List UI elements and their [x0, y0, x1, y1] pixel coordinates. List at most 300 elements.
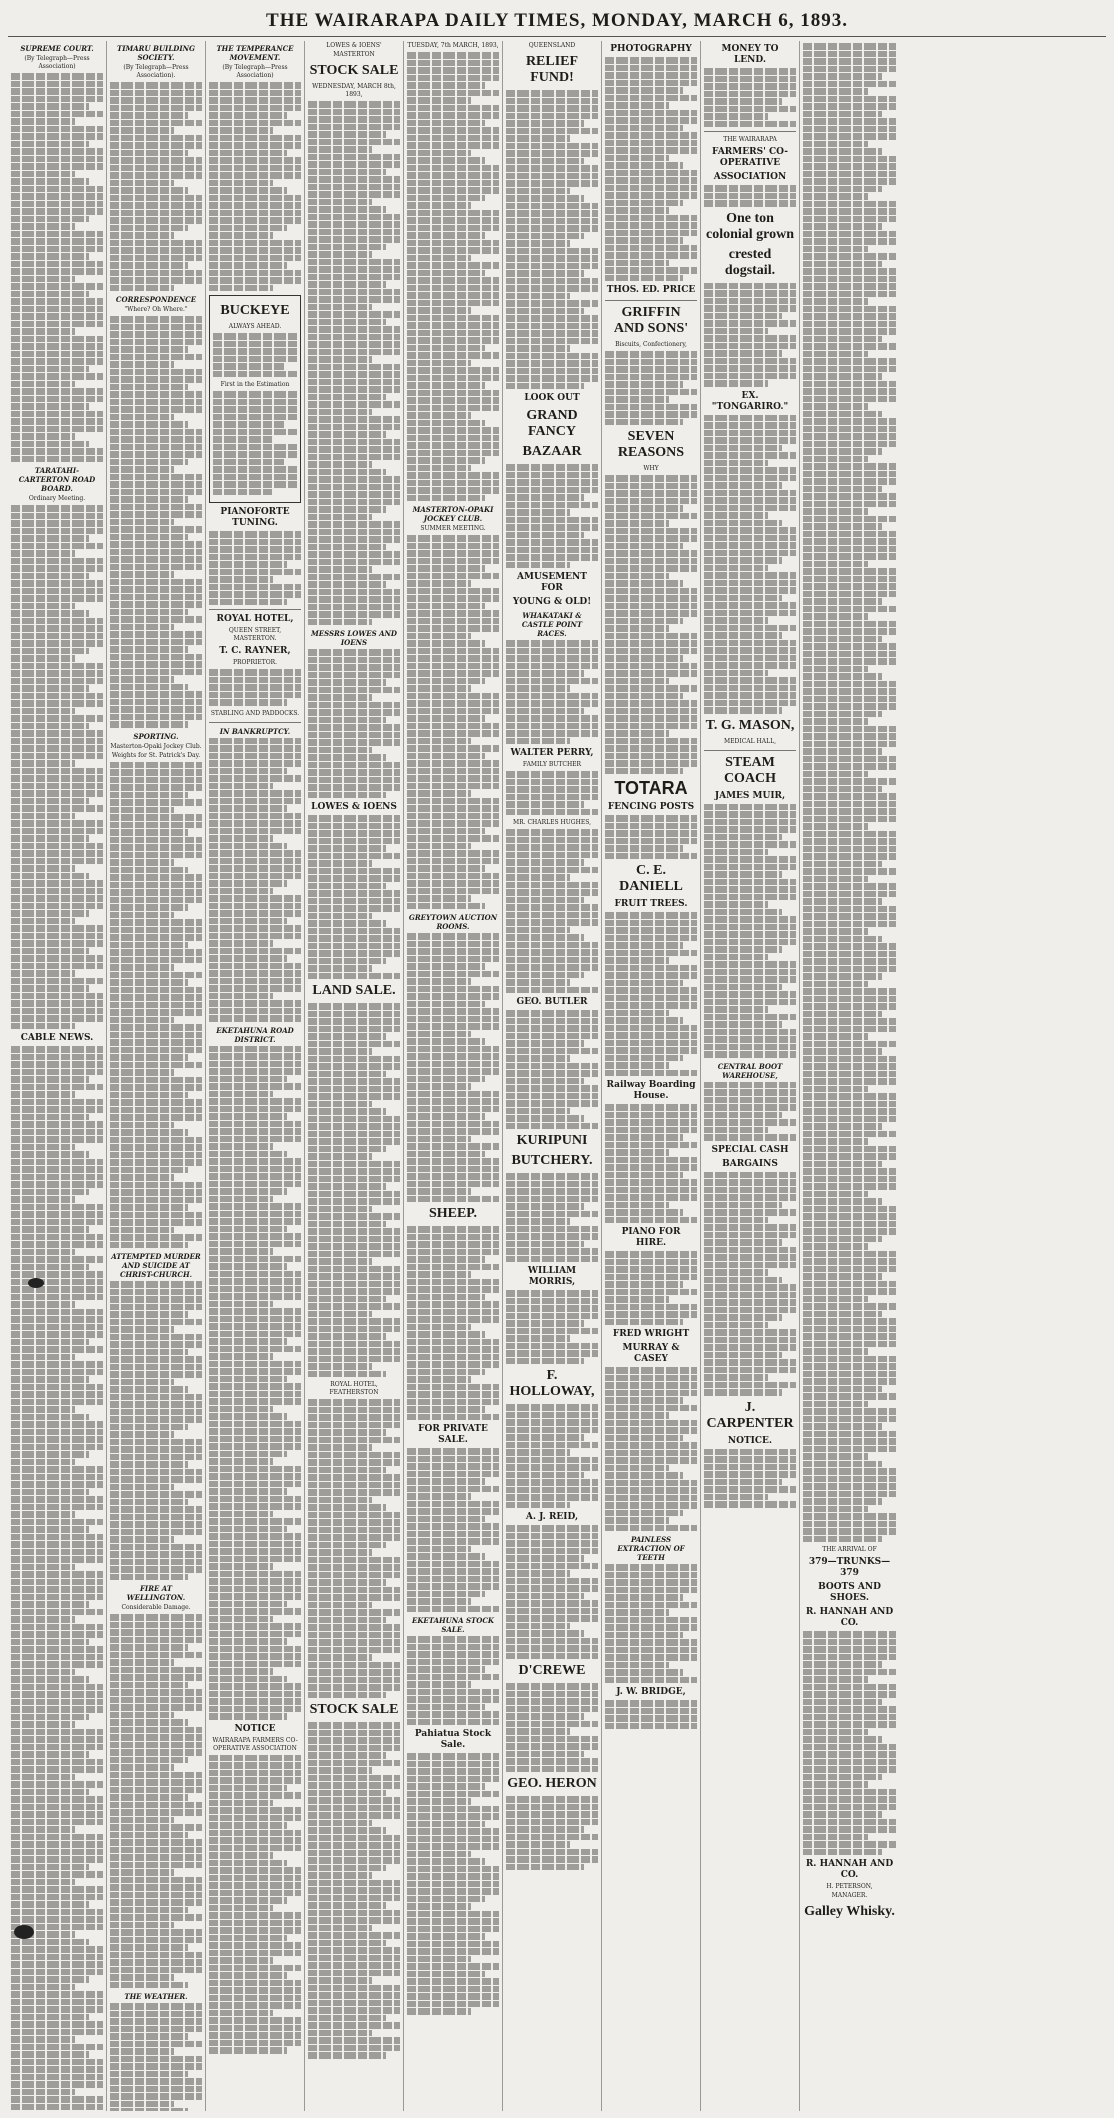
text-line [110, 2101, 174, 2108]
text-line [407, 798, 499, 805]
text-line [110, 354, 202, 361]
text-line [506, 1018, 598, 1025]
text-line [407, 1791, 499, 1798]
text-line [704, 692, 796, 699]
text-line [605, 102, 669, 109]
text-line [110, 777, 202, 784]
text-line [803, 1736, 882, 1743]
text-line [308, 619, 372, 626]
text-line [407, 1711, 499, 1718]
text-line [308, 664, 400, 671]
text-line [209, 1950, 301, 1957]
text-line [209, 858, 301, 865]
text-line [308, 409, 372, 416]
text-line [110, 676, 174, 683]
text-line [110, 142, 202, 149]
text-line [803, 1393, 896, 1400]
text-line [110, 1742, 202, 1749]
text-line [11, 1151, 89, 1158]
text-line [308, 1827, 386, 1834]
text-line [110, 994, 202, 1001]
text-line [605, 760, 697, 767]
text-line [209, 873, 301, 880]
text-line [407, 1376, 471, 1383]
text-line [308, 694, 372, 701]
text-line [308, 589, 400, 596]
text-line [704, 350, 782, 357]
text-line [209, 1143, 273, 1150]
text-line [209, 1361, 301, 1368]
text-line [605, 57, 697, 64]
text-line [407, 210, 499, 217]
text-line [213, 363, 284, 370]
text-line [110, 1204, 188, 1211]
sale-body [407, 52, 499, 501]
text-line [407, 307, 471, 314]
text-line [11, 925, 103, 932]
text-line [209, 232, 273, 239]
text-line [209, 1413, 287, 1420]
text-line [407, 405, 499, 412]
text-line [209, 1920, 301, 1927]
text-line [704, 490, 796, 497]
dogstail-heading: crested dogstail. [724, 246, 776, 278]
text-line [308, 1887, 400, 1894]
text-line [704, 283, 796, 290]
text-line [209, 2032, 301, 2039]
text-line [11, 1361, 103, 1368]
text-line [605, 1450, 697, 1457]
text-line [605, 230, 697, 237]
text-line [11, 141, 89, 148]
text-line [407, 1143, 499, 1150]
text-line [704, 320, 796, 327]
text-line [704, 826, 796, 833]
text-line [506, 240, 570, 247]
text-line [704, 1209, 796, 1216]
text-line [704, 707, 782, 714]
text-line [506, 308, 584, 315]
text-line [11, 858, 103, 865]
text-line [110, 1529, 202, 1536]
text-line [704, 445, 782, 452]
text-line [209, 768, 287, 775]
text-line [11, 978, 103, 985]
text-line [506, 1615, 598, 1622]
text-line [704, 1494, 768, 1501]
text-line [803, 171, 896, 178]
text-line [110, 1559, 202, 1566]
text-line [11, 366, 89, 373]
text-line [11, 1414, 89, 1421]
text-line [803, 486, 882, 493]
text-line [110, 1047, 202, 1054]
text-line [506, 1188, 598, 1195]
text-line [704, 452, 796, 459]
text-line [209, 1623, 301, 1630]
text-line [407, 1776, 499, 1783]
text-line [605, 1495, 697, 1502]
text-line [407, 435, 499, 442]
text-line [803, 261, 882, 268]
text-line [803, 711, 882, 718]
text-line [209, 120, 301, 127]
sale-body [407, 933, 499, 1202]
text-line [704, 550, 796, 557]
text-line [605, 1367, 697, 1374]
sale-body [308, 1003, 400, 1377]
text-line [308, 1093, 400, 1100]
text-line [704, 961, 796, 968]
text-line [110, 1182, 202, 1189]
text-line [209, 970, 301, 977]
text-line [110, 1802, 202, 1809]
text-line [704, 1036, 796, 1043]
text-line [209, 1181, 301, 1188]
text-line [209, 1436, 301, 1443]
text-line [308, 199, 372, 206]
text-line [803, 561, 868, 568]
text-line [11, 411, 103, 418]
royal-hotel-title: ROYAL HOTEL, [216, 614, 294, 624]
pahiatua-heading: Pahiatua Stock Sale. [414, 1729, 492, 1750]
text-line [110, 1667, 202, 1674]
text-line [407, 1493, 471, 1500]
text-line [110, 1002, 202, 1009]
text-line [704, 1202, 782, 1209]
text-line [11, 1000, 103, 1007]
text-line [110, 1772, 202, 1779]
text-line [803, 628, 896, 635]
text-line [704, 535, 796, 542]
text-line [803, 96, 896, 103]
text-line [110, 691, 202, 698]
text-line [407, 888, 499, 895]
text-line [704, 1374, 768, 1381]
text-line [209, 1256, 301, 1263]
text-line [803, 1198, 882, 1205]
advertiser-name: FRED WRIGHT [612, 1329, 690, 1339]
text-line [506, 353, 598, 360]
text-line [110, 1319, 202, 1326]
text-line [110, 187, 188, 194]
text-line [110, 195, 202, 202]
column-9 [800, 41, 899, 2111]
text-line [308, 1624, 400, 1631]
text-line [605, 957, 669, 964]
text-line [209, 1203, 301, 1210]
text-line [605, 1420, 697, 1427]
text-line [803, 876, 868, 883]
text-line [506, 837, 598, 844]
advert-body [506, 464, 598, 568]
text-line [803, 951, 896, 958]
text-line [506, 693, 598, 700]
text-line [407, 768, 499, 775]
text-line [308, 1767, 372, 1774]
text-line [110, 859, 174, 866]
text-line [209, 1713, 287, 1720]
text-line [110, 1566, 202, 1573]
text-line [308, 1932, 400, 1939]
text-line [110, 1862, 202, 1869]
text-line [605, 1412, 669, 1419]
text-line [506, 882, 598, 889]
text-line [803, 861, 882, 868]
text-line [308, 454, 400, 461]
text-line [803, 1191, 868, 1198]
text-line [209, 1852, 273, 1859]
text-line [407, 1196, 499, 1203]
text-line [803, 1408, 896, 1415]
sale-body [407, 1226, 499, 1420]
text-line [11, 1871, 103, 1878]
text-line [704, 1104, 796, 1111]
text-line [605, 215, 697, 222]
text-line [704, 106, 796, 113]
advert-body [506, 1683, 598, 1772]
text-line [605, 1194, 697, 1201]
text-line [209, 1800, 273, 1807]
text-line [209, 1473, 301, 1480]
text-line [407, 352, 499, 359]
text-line [803, 853, 896, 860]
text-line [11, 1436, 103, 1443]
text-line [506, 1856, 598, 1863]
text-line [704, 632, 782, 639]
text-line [803, 1639, 896, 1646]
text-line [704, 819, 796, 826]
text-line [11, 783, 103, 790]
advert-body [704, 1449, 796, 1508]
text-line [110, 1854, 202, 1861]
text-line [803, 1071, 896, 1078]
text-line [803, 733, 896, 740]
text-line [803, 1699, 882, 1706]
column-2 [107, 41, 206, 2111]
text-line [11, 535, 89, 542]
text-line [209, 1578, 301, 1585]
text-line [11, 543, 103, 550]
text-line [803, 981, 868, 988]
text-line [110, 324, 202, 331]
text-line [110, 654, 202, 661]
text-line [506, 655, 598, 662]
text-line [407, 850, 499, 857]
text-line [308, 364, 400, 371]
text-line [308, 845, 386, 852]
text-line [506, 964, 598, 971]
text-line [407, 1091, 499, 1098]
text-line [704, 298, 796, 305]
text-line [110, 105, 202, 112]
text-line [110, 1521, 202, 1528]
text-line [209, 1867, 301, 1874]
text-line [209, 591, 301, 598]
text-line [110, 120, 202, 127]
text-line [605, 1017, 683, 1024]
text-line [209, 1451, 287, 1458]
text-line [506, 794, 598, 801]
text-line [11, 1204, 103, 1211]
text-line [506, 1623, 570, 1630]
text-line [605, 72, 697, 79]
text-line [11, 1976, 89, 1983]
text-line [11, 1834, 103, 1841]
text-line [704, 1464, 796, 1471]
text-line [803, 846, 896, 853]
text-line [704, 1367, 796, 1374]
text-line [308, 296, 400, 303]
notice-body [209, 1046, 301, 1720]
text-line [407, 495, 485, 502]
text-line [704, 864, 796, 871]
text-line [605, 1594, 683, 1601]
land-sale-title: LAND SALE. [312, 983, 396, 998]
text-line [803, 658, 896, 665]
text-line [110, 1416, 202, 1423]
text-line [11, 603, 75, 610]
text-line [407, 708, 499, 715]
text-line [308, 1266, 400, 1273]
text-line [803, 456, 868, 463]
column-3 [206, 41, 305, 2111]
advertiser-name: C. E. DANIELL [619, 863, 683, 894]
text-line [11, 2096, 103, 2103]
text-line [803, 988, 896, 995]
text-line [110, 706, 202, 713]
text-line [803, 1528, 896, 1535]
text-line [605, 1127, 697, 1134]
text-line [506, 1804, 598, 1811]
text-line [110, 165, 202, 172]
text-line [605, 65, 697, 72]
text-line [803, 88, 868, 95]
text-line [209, 1368, 301, 1375]
headline-road-board: TARATAHI-CARTERTON ROAD BOARD. [18, 466, 96, 493]
text-line [308, 1745, 400, 1752]
text-line [803, 81, 896, 88]
text-line [605, 1164, 697, 1171]
advert-body [506, 1290, 598, 1364]
text-line [407, 67, 499, 74]
text-line [110, 2041, 202, 2048]
text-line [407, 292, 499, 299]
auctioneer-heading: MESSRS LOWES AND IOENS [311, 629, 397, 647]
text-line [704, 1382, 796, 1389]
text-line [803, 1521, 896, 1528]
text-line [506, 715, 598, 722]
text-line [506, 300, 598, 307]
text-line [605, 1427, 697, 1434]
text-line [605, 595, 697, 602]
text-line [11, 700, 103, 707]
text-line [110, 889, 202, 896]
text-line [803, 1729, 868, 1736]
text-line [209, 1338, 287, 1345]
text-line [308, 101, 400, 108]
text-line [407, 1031, 471, 1038]
coop-name: WAIRARAPA FARMERS CO-OPERATIVE ASSOCIATION [212, 1736, 298, 1752]
article-body [11, 73, 103, 462]
text-line [803, 1631, 896, 1638]
text-line [11, 1496, 103, 1503]
text-line [11, 1984, 75, 1991]
text-line [803, 1468, 896, 1475]
column-6 [503, 41, 602, 2111]
cash-bargains-heading: BARGAINS [722, 1158, 778, 1169]
article-body [209, 82, 301, 291]
advert-body [605, 1251, 697, 1325]
text-line [308, 1071, 386, 1078]
relief-fund-title: RELIEF FUND! [525, 54, 579, 85]
text-line [803, 246, 868, 253]
text-line [407, 828, 485, 835]
text-line [506, 1248, 598, 1255]
text-line [11, 111, 103, 118]
text-line [506, 1502, 570, 1509]
text-line [803, 891, 896, 898]
text-line [506, 1653, 598, 1660]
text-line [407, 648, 499, 655]
text-line [803, 681, 896, 688]
notice-body [209, 738, 301, 1022]
text-line [704, 527, 796, 534]
text-line [407, 1249, 499, 1256]
text-line [209, 1830, 301, 1837]
text-line [506, 1211, 598, 1218]
text-line [110, 586, 202, 593]
text-line [605, 853, 697, 860]
text-line [209, 1076, 287, 1083]
text-line [110, 934, 202, 941]
text-line [407, 1151, 485, 1158]
text-line [11, 1481, 103, 1488]
text-line [407, 442, 499, 449]
text-line [803, 1386, 882, 1393]
text-line [308, 266, 400, 273]
text-line [11, 1219, 103, 1226]
text-line [11, 1736, 103, 1743]
text-line [213, 436, 272, 443]
text-line [803, 193, 868, 200]
text-line [209, 150, 287, 157]
column-5 [404, 41, 503, 2111]
text-line [407, 127, 499, 134]
text-line [110, 867, 188, 874]
text-line [407, 487, 499, 494]
text-line [704, 1232, 796, 1239]
text-line [704, 505, 796, 512]
town: MASTERTON [333, 51, 375, 58]
text-line [506, 1638, 598, 1645]
text-line [209, 1158, 301, 1165]
text-line [209, 127, 273, 134]
text-line [11, 558, 103, 565]
text-line [11, 1023, 75, 1030]
text-line [209, 135, 301, 142]
text-line [803, 1026, 896, 1033]
text-line [308, 784, 400, 791]
text-line [11, 1939, 89, 1946]
text-line [209, 1226, 287, 1233]
text-line [407, 225, 499, 232]
text-line [803, 636, 882, 643]
text-line [308, 1482, 400, 1489]
text-line [110, 897, 202, 904]
text-line [605, 162, 683, 169]
text-line [209, 1421, 301, 1428]
